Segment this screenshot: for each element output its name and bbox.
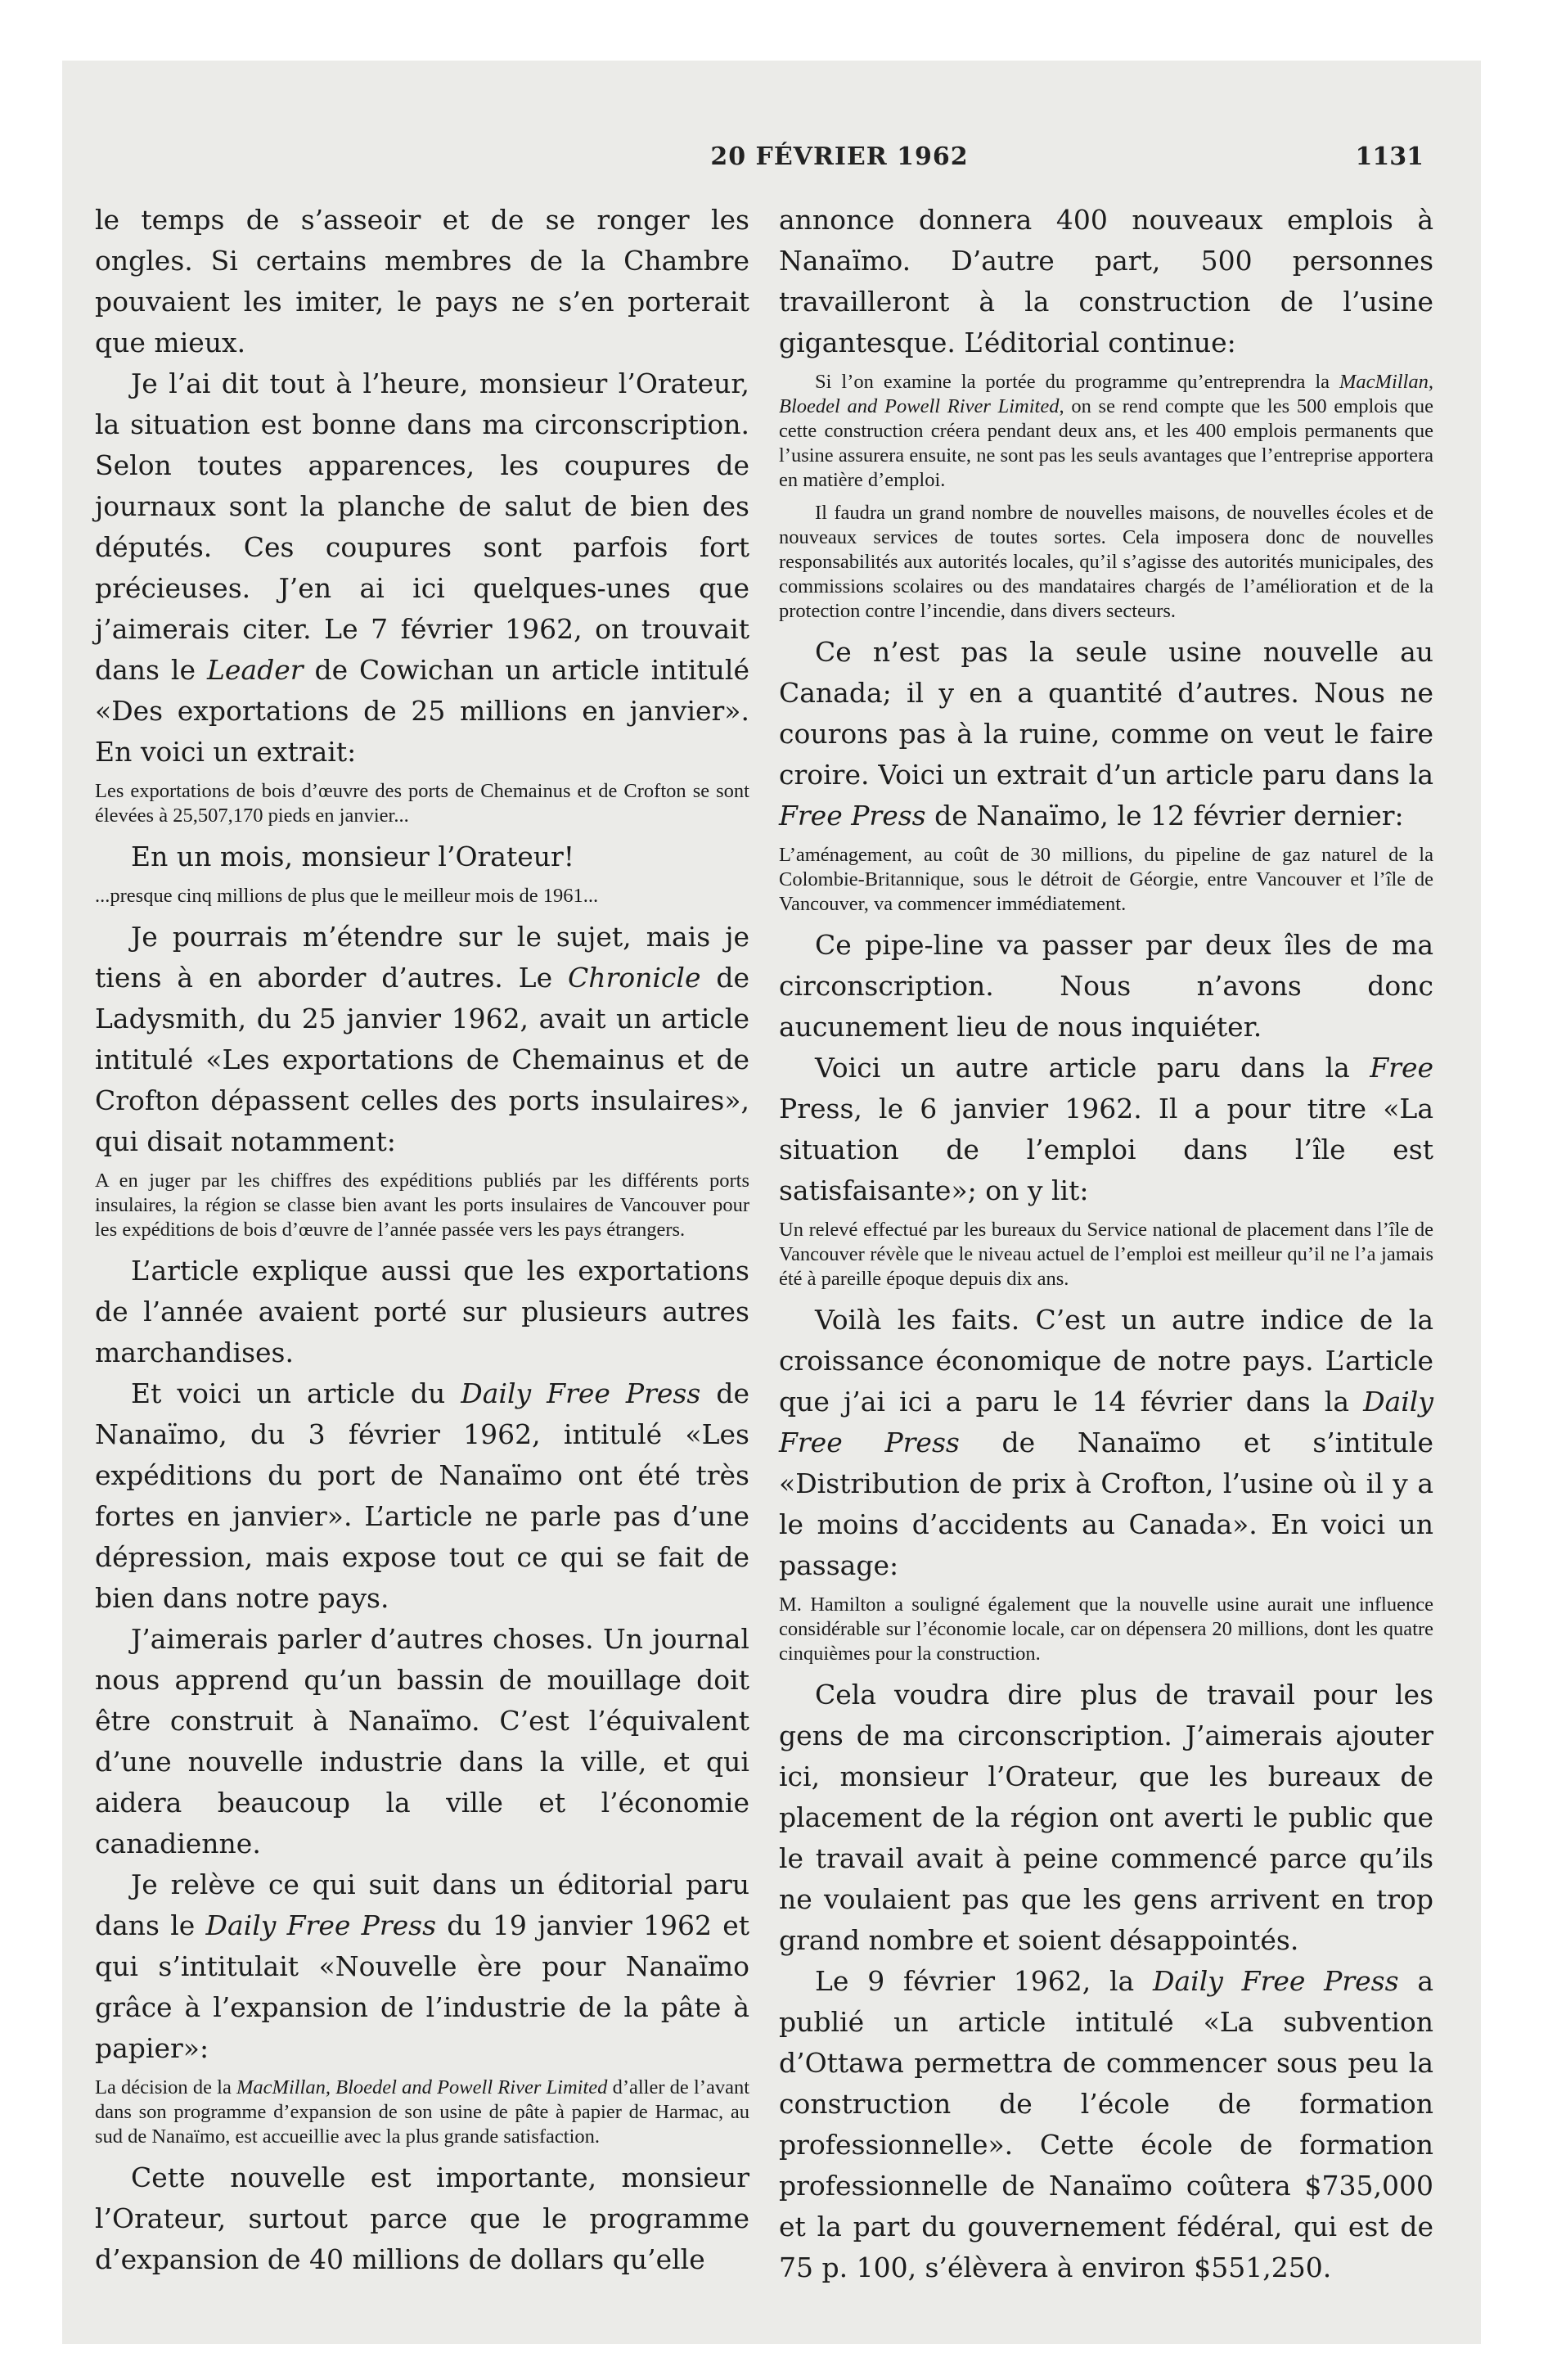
right-column: [779, 200, 1433, 2288]
paragraph: Et voici un article du Daily Free Press de Nanaïmo, du 3 février 1962, intitulé «Les expéditions du port de Nanaïmo ont été très fortes en janvier». L’article ne parle pas d’une dépression, mais expose tout ce qui se fait de bien dans notre pays.: [95, 1377, 749, 1614]
paragraph: Le 9 février 1962, la Daily Free Press a publié un article intitulé «La subvention d’Ottawa permettra de commencer sous peu la construction de l’école de formation professionnelle». Cette école de formation professionnelle de Nanaïmo coûtera $735,000 et la part du gouvernement fédéral, qui est de 75 p. 100, s’élèvera à environ $551,250.: [779, 1965, 1433, 2283]
page-number: 1131: [1355, 142, 1424, 171]
paragraph: J’aimerais parler d’autres choses. Un journal nous apprend qu’un bassin de mouillage doit être construit à Nanaïmo. C’est l’équivalent d’une nouvelle industrie dans la ville, et qui aidera beaucoup la ville et l’économie canadienne.: [95, 1623, 749, 1859]
paragraph: Je pourrais m’étendre sur le sujet, mais je tiens à en aborder d’autres. Le Chronicle de Ladysmith, du 25 janvier 1962, avait un article intitulé «Les exportations de Chemainus et de Crofton dépassent celles des ports insulaires», qui disait notamment:: [95, 921, 749, 1157]
paragraph: Cette nouvelle est importante, monsieur l’Orateur, surtout parce que le programme d’expansion de 40 millions de dollars qu’elle: [95, 2161, 749, 2275]
paragraph: annonce donnera 400 nouveaux emplois à Nanaïmo. D’autre part, 500 personnes travailleront à la construction de l’usine gigantesque. L’éditorial continue:: [779, 204, 1433, 358]
page-header: [62, 142, 1481, 188]
paragraph: Je l’ai dit tout à l’heure, monsieur l’Orateur, la situation est bonne dans ma circonscription. Selon toutes apparences, les coupures de journaux sont la planche de salut de bien des députés. Ces coupures sont parfois fort précieuses. J’en ai ici quelques-unes que j’aimerais citer. Le 7 février 1962, on trouvait dans le Leader de Cowichan un article intitulé «Des exportations de 25 millions en janvier». En voici un extrait:: [95, 367, 749, 768]
quotation: M. Hamilton a souligné également que la nouvelle usine aurait une influence considérable sur l’économie locale, car on dépensera 20 millions, dont les quatre cinquièmes pour la construction.: [779, 1593, 1433, 1665]
quotation: ...presque cinq millions de plus que le meilleur mois de 1961...: [95, 885, 599, 907]
left-column: [95, 200, 749, 2280]
paragraph: Ce pipe-line va passer par deux îles de ma circonscription. Nous n’avons donc aucunement lieu de nous inquiéter.: [779, 929, 1433, 1043]
paragraph: Ce n’est pas la seule usine nouvelle au Canada; il y en a quantité d’autres. Nous ne courons pas à la ruine, comme on veut le faire croire. Voici un extrait d’un article paru dans la Free Press de Nanaïmo, le 12 février dernier:: [779, 636, 1433, 832]
paragraph: En un mois, monsieur l’Orateur!: [131, 841, 575, 872]
quotation: Un relevé effectué par les bureaux du Service national de placement dans l’île de Vancouver révèle que le niveau actuel de l’emploi est meilleur qu’il ne l’a jamais été à pareille époque depuis dix ans.: [779, 1219, 1433, 1290]
quotation: La décision de la MacMillan, Bloedel and Powell River Limited d’aller de l’avant dans son programme d’expansion de son usine de pâte à papier de Harmac, au sud de Nanaïmo, est accueillie avec la plus grande satisfaction.: [95, 2076, 750, 2148]
quotation: Si l’on examine la portée du programme qu’entreprendra la MacMillan, Bloedel and Powell River Limited, on se rend compte que les 500 emplois que cette construction créera pendant deux ans, et les 400 emplois permanents que l’usine assurera ensuite, ne sont pas les seuls avantages que l’entreprise apportera en matière d’emploi.: [779, 371, 1433, 491]
paragraph: le temps de s’asseoir et de se ronger les ongles. Si certains membres de la Chambre pouvaient les imiter, le pays ne s’en porterait que mieux.: [95, 204, 749, 358]
page-date: 20 FÉVRIER 1962: [710, 142, 969, 171]
quotation: Les exportations de bois d’œuvre des ports de Chemainus et de Crofton se sont élevées à 25,507,170 pieds en janvier...: [95, 780, 749, 827]
quotation: Il faudra un grand nombre de nouvelles maisons, de nouvelles écoles et de nouveaux services de toutes sortes. Cela imposera donc de nouvelles responsabilités aux autorités locales, qu’il s’agisse des autorités municipales, des commissions scolaires ou des mandataires chargés de l’amélioration et de la protection contre l’incendie, dans divers secteurs.: [779, 502, 1433, 622]
paragraph: Je relève ce qui suit dans un éditorial paru dans le Daily Free Press du 19 janvier 1962 et qui s’intitulait «Nouvelle ère pour Nanaïmo grâce à l’expansion de l’industrie de la pâte à papier»:: [95, 1868, 749, 2064]
paragraph: L’article explique aussi que les exportations de l’année avaient porté sur plusieurs autres marchandises.: [95, 1255, 749, 1368]
paragraph: Voici un autre article paru dans la Free Press, le 6 janvier 1962. Il a pour titre «La situation de l’emploi dans l’île est satisfaisante»; on y lit:: [779, 1052, 1433, 1206]
paragraph: Voilà les faits. C’est un autre indice de la croissance économique de notre pays. L’article que j’ai ici a paru le 14 février dans la Daily Free Press de Nanaïmo et s’intitule «Distribution de prix à Crofton, l’usine où il y a le moins d’accidents au Canada». En voici un passage:: [779, 1304, 1433, 1581]
scanned-page: [62, 61, 1481, 2344]
quotation: A en juger par les chiffres des expéditions publiés par les différents ports insulaires, la région se classe bien avant les ports insulaires de Vancouver pour les expéditions de bois d’œuvre de l’année passée vers les pays étrangers.: [95, 1170, 749, 1241]
paragraph: Cela voudra dire plus de travail pour les gens de ma circonscription. J’aimerais ajouter ici, monsieur l’Orateur, que les bureaux de placement de la région ont averti le public que le travail avait à peine commencé parce qu’ils ne voulaient pas que les gens arrivent en trop grand nombre et soient désappointés.: [779, 1679, 1433, 1956]
quotation: L’aménagement, au coût de 30 millions, du pipeline de gaz naturel de la Colombie-Britannique, sous le détroit de Géorgie, entre Vancouver et l’île de Vancouver, va commencer immédiatement.: [779, 844, 1433, 915]
